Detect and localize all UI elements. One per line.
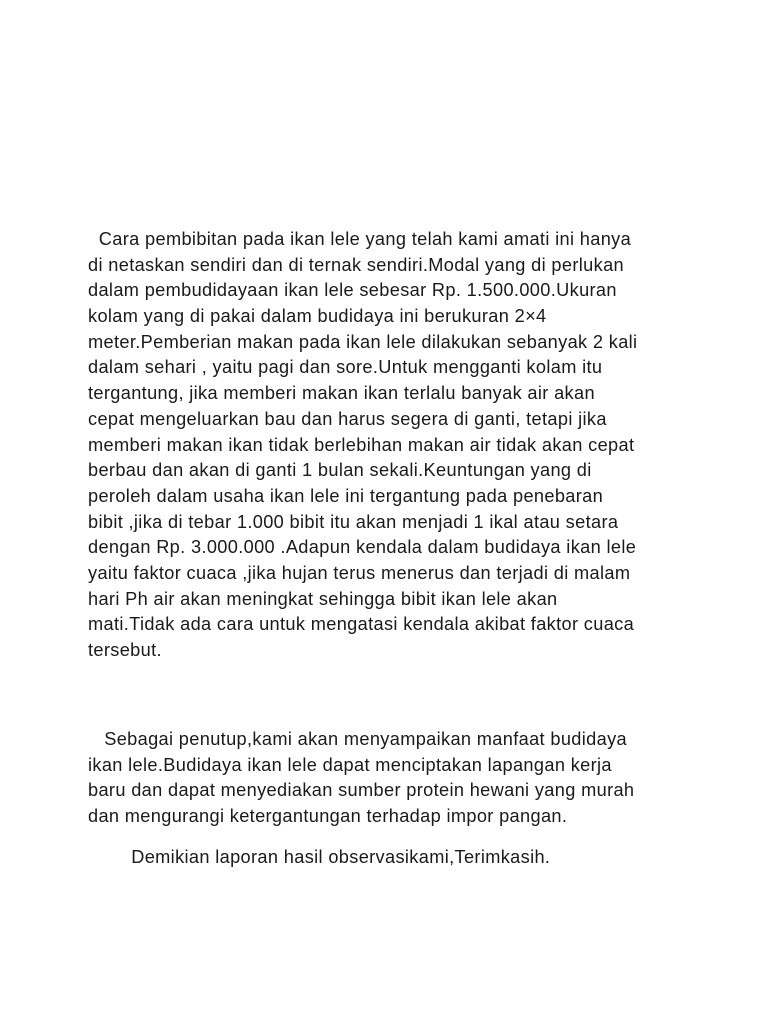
text-line: tergantung, jika memberi makan ikan terlalu banyak air akan (88, 383, 595, 404)
text-line: dengan Rp. 3.000.000 .Adapun kendala dalam budidaya ikan lele (88, 537, 637, 558)
text-line: yaitu faktor cuaca ,jika hujan terus menerus dan terjadi di malam (88, 562, 631, 583)
text-line: tersebut. (88, 640, 162, 660)
text-line: dan mengurangi ketergantungan terhadap impor pangan. (88, 806, 568, 827)
text-line: dalam pembudidayaan ikan lele sebesar Rp. 1.500.000.Ukuran (88, 280, 617, 301)
text-line: berbau dan akan di ganti 1 bulan sekali.Keuntungan yang di (88, 460, 592, 481)
text-line: memberi makan ikan tidak berlebihan makan air tidak akan cepat (88, 434, 635, 455)
text-line: mati.Tidak ada cara untuk mengatasi kendala akibat faktor cuaca (88, 614, 635, 635)
paragraph-penutup (88, 727, 688, 830)
text-line: bibit ,jika di tebar 1.000 bibit itu akan menjadi 1 ikal atau setara (88, 511, 619, 532)
closing-statement (88, 845, 688, 871)
text-line: peroleh dalam usaha ikan lele ini tergantung pada penebaran (88, 485, 604, 506)
text-line: ikan lele.Budidaya ikan lele dapat menciptakan lapangan kerja (88, 754, 612, 775)
text-line: Sebagai penutup,kami akan menyampaikan manfaat budidaya (88, 729, 627, 749)
text-line: baru dan dapat menyediakan sumber protein hewani yang murah (88, 780, 635, 801)
text-line: meter.Pemberian makan pada ikan lele dilakukan sebanyak 2 kali (88, 331, 638, 352)
text-line: kolam yang di pakai dalam budidaya ini berukuran 2×4 (88, 306, 547, 327)
text-line: hari Ph air akan meningkat sehingga bibit ikan lele akan (88, 588, 558, 609)
closing-line: Demikian laporan hasil observasikami,Terimkasih. (88, 847, 551, 867)
paragraph-pembibitan (88, 227, 688, 664)
text-line: di netaskan sendiri dan di ternak sendiri.Modal yang di perlukan (88, 254, 625, 275)
text-line: dalam sehari , yaitu pagi dan sore.Untuk mengganti kolam itu (88, 357, 603, 378)
text-line: Cara pembibitan pada ikan lele yang telah kami amati ini hanya (88, 229, 632, 249)
text-line: cepat mengeluarkan bau dan harus segera di ganti, tetapi jika (88, 408, 607, 429)
